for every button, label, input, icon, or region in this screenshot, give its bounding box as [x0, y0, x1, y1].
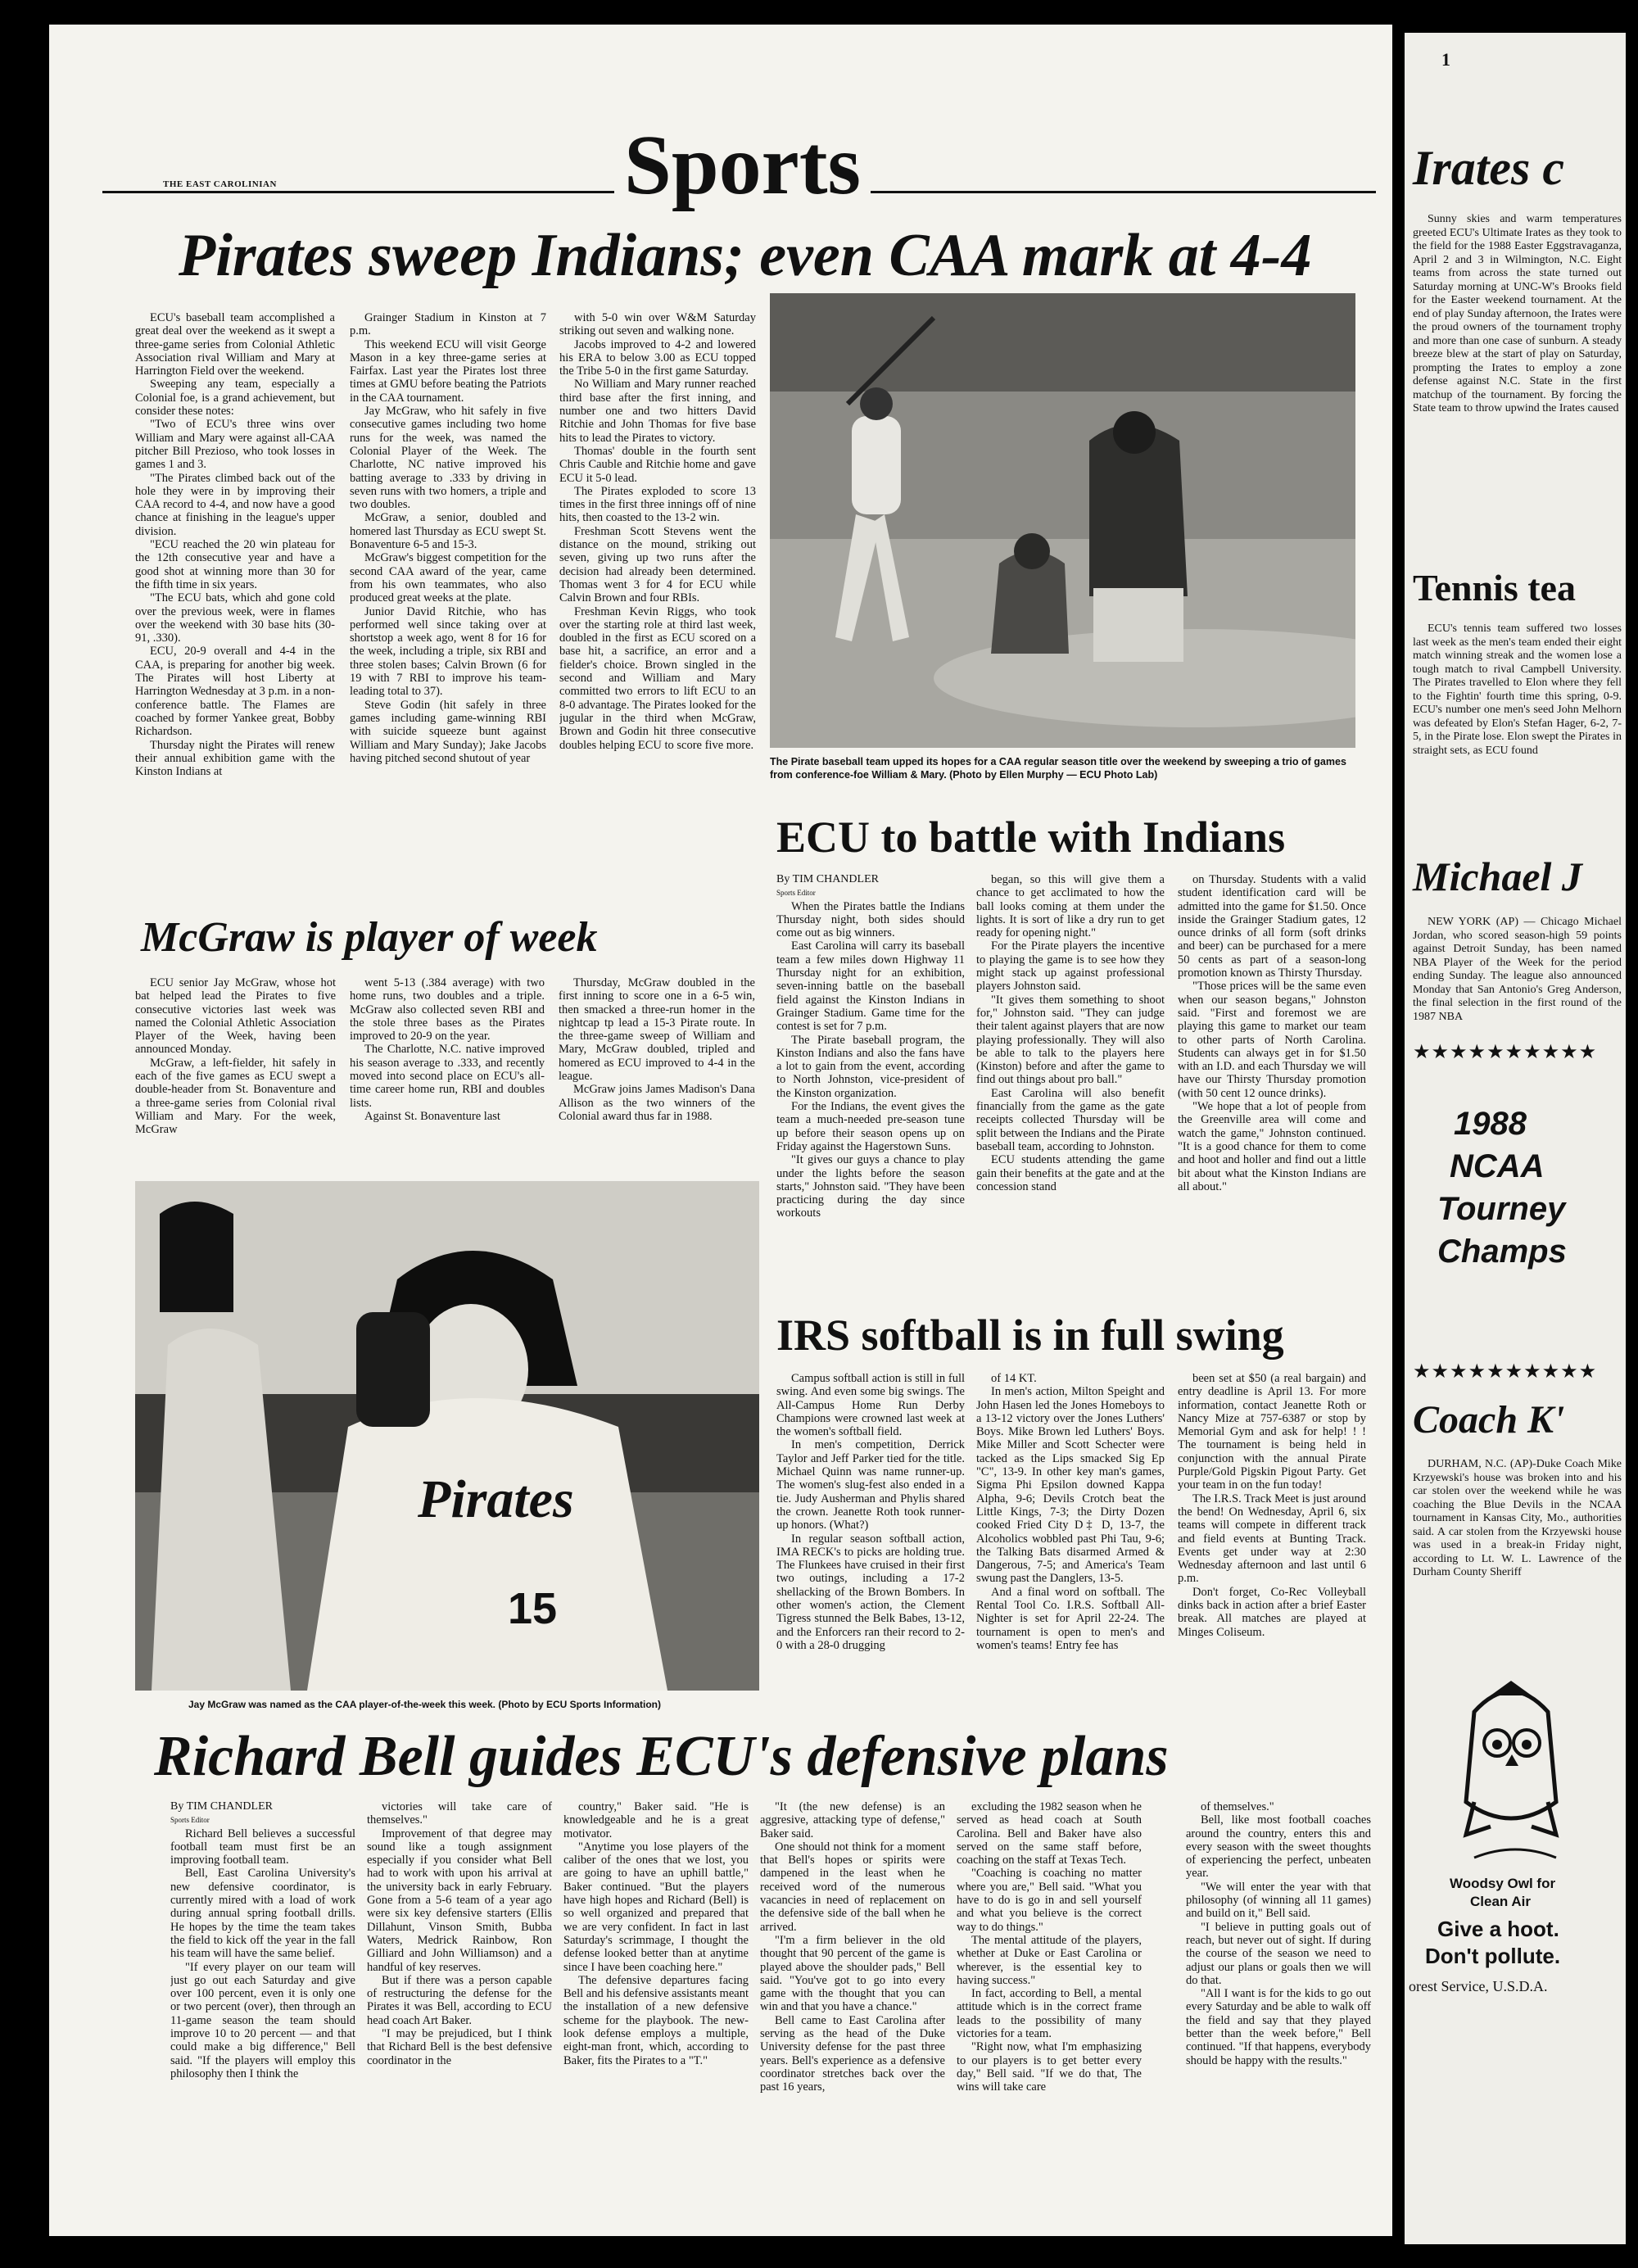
irs-col1 — [776, 1372, 965, 1716]
bell-col6 — [1186, 1800, 1371, 2210]
paragraph: Junior David Ritchie, who has performed well since taking over at shortstop a week ago, went 8 for 16 for the week, including a triple, six RBI and three stolen bases; Calvin Brown (6 for 19 with 7 RBI to improve his team-leading total to 37). — [350, 604, 546, 699]
tennis-headline: Tennis tea — [1413, 567, 1576, 609]
paragraph: This weekend ECU will visit George Mason in a key three-game series at Fairfax. Last year the Pirates lost three times at GMU before beating the Patriots in the CAA tournament. — [350, 337, 546, 405]
paragraph: "We hope that a lot of people from the Greenville area will come and watch the game," Johnston continued. "It is a good chance for them to come and hoot and holler and find out a little bit about what the Kinston Indians are all about." — [1178, 1100, 1366, 1193]
paragraph: Steve Godin (hit safely in three games including game-winning RBI with suicide squeeze bunt against William and Mary Sunday); Jake Jacobs having pitched second shutout of year — [350, 698, 546, 765]
paragraph: ECU senior Jay McGraw, whose hot bat helped lead the Pirates to five consecutive victories last week was named the Colonial Athletic Association Player of the Week, having been announced Monday. — [135, 976, 336, 1057]
paragraph: Sweeping any team, especially a Colonial foe, is a grand achievement, but consider these notes: — [135, 378, 335, 419]
promo-line3: Champs — [1437, 1234, 1567, 1270]
paragraph: Jay McGraw, who hit safely in five consecutive games including two home runs for the week, was named the Colonial Player of the Week. The Charlotte, NC native improved his batting average to .333 by driving in seven runs with two homers, a triple and two doubles. — [350, 405, 546, 512]
paragraph: "I believe in putting goals out of reach, but never out of sight. If during the course of the season we need to adjust our plans or goals then we will do that. — [1186, 1920, 1371, 1987]
paragraph: ECU's baseball team accomplished a great deal over the weekend as it swept a three-game series from Colonial Athletic Association rival William and Mary at Harrington Field over the weekend. — [135, 311, 335, 378]
bell-col1 — [170, 1800, 355, 2210]
paragraph: Thomas' double in the fourth sent Chris Cauble and Ritchie home and gave ECU it 5-0 lead. — [559, 444, 756, 485]
pirates-headline: Pirates sweep Indians; even CAA mark at 4-4 — [179, 222, 1312, 289]
mcgraw-col3 — [559, 976, 755, 1181]
paragraph: McGraw, a left-fielder, hit safely in each of the five games as ECU swept a double-header from St. Bonaventure and a three-game series from Colonial rival William and Mary. For the week, McGraw — [135, 1056, 336, 1137]
batter-photo-caption: The Pirate baseball team upped its hopes for a CAA regular season title over the weekend by sweeping a trio of games from conference-foe William & Mary. (Photo by Ellen Murphy — ECU Photo Lab) — [770, 756, 1346, 781]
irs-headline: IRS softball is in full swing — [776, 1311, 1284, 1360]
pirates-col3 — [559, 311, 756, 852]
paragraph: "Coaching is coaching no matter where you are," Bell said. "What you have to do is go in and sell yourself and what you believe is the correct way to do things." — [957, 1867, 1142, 1934]
side-page-mark: 1 — [1441, 49, 1450, 70]
paragraph: "The Pirates climbed back out of the hole they were in by improving their CAA record to 4-4, and now have a good chance at finishing in the league's upper division. — [135, 471, 335, 538]
mcgraw-headline: McGraw is player of week — [141, 914, 598, 961]
paragraph: on Thursday. Students with a valid student identification card will be admitted into the game for $1.50. Once inside the Grainger Stadium gates, 12 ounce drinks of all form (soft drinks and beer) can be purchased for a mere 50 cents as part of a season-long promotion known as Thirsty Thursday. — [1178, 873, 1366, 980]
bell-headline: Richard Bell guides ECU's defensive plans — [154, 1725, 1169, 1788]
irates-body: Sunny skies and warm temperatures greeted ECU's Ultimate Irates as they took to the field for the 1988 Easter Eggstravaganza, April 2 and 3 in Wilmington, N.C. Eight teams from across the state turned out Saturday morning at UNC-W's Brooks field for the Easter weekend tournament. At the end of play Sunday afternoon, the Irates were the proud owners of the tournament trophy and more than one case of sunburn. A steady breeze blew at the start of play on Saturday, prompting the Irates to employ a zone defense against N.C. State in the first matchup of the tournament. By forcing the State team to throw upwind the Irates caused — [1413, 213, 1622, 414]
paragraph: Jacobs improved to 4-2 and lowered his ERA to below 3.00 as ECU topped the Tribe 5-0 in the first game Saturday. — [559, 337, 756, 378]
paragraph: Against St. Bonaventure last — [364, 1109, 500, 1123]
irates-headline: Irates c — [1413, 141, 1564, 195]
section-title: Sports — [614, 123, 871, 208]
newspaper-page — [49, 25, 1392, 2236]
paragraph: In men's competition, Derrick Taylor and Jeff Parker tied for the title. Michael Quinn was name runner-up. The women's slug-fest also ended in a tie. Judy Ausherman and Phylis shared the crown. Jeanette Roth took runner-up honors. (What?) — [776, 1438, 965, 1532]
woodsy-owl-icon — [1441, 1679, 1581, 1867]
paragraph: "Anytime you lose players of the caliber of the ones that we lost, you are going to have an uphill battle," Baker continued. "But the players have high hopes and Richard (Bell) is so well organized and prepared that we are very confident. In fact in last Saturday's scrimmage, I thought the defense looked better than at anytime since I have been coaching here." — [563, 1840, 749, 1974]
battle-col1 — [776, 873, 965, 1320]
paragraph: Richard Bell believes a successful football team must first be an improving football team. — [170, 1827, 355, 1867]
paragraph: ECU, 20-9 overall and 4-4 in the CAA, is preparing for another big week. The Pirates will host Liberty at Harrington Wednesday at 3 p.m. in a non-conference battle. The Flames are coached by former Yankee great, Bobby Richardson. — [135, 645, 335, 739]
owl-line2: Clean Air — [1470, 1894, 1532, 1909]
paragraph: victories will take care of themselves." — [367, 1800, 552, 1827]
promo-line1: NCAA — [1450, 1148, 1545, 1184]
mcgraw-photo — [135, 1181, 759, 1691]
paragraph: ECU students attending the game gain their benefits at the gate and at the concession stand — [976, 1153, 1165, 1193]
jordan-body: NEW YORK (AP) — Chicago Michael Jordan, who scored season-high 59 points against Detroit Sunday, has been named NBA Player of the Week for the period ending Sunday. The league also announced Monday that San Antonio's Greg Anderson, the final selection in the first round of the 1987 NBA — [1413, 916, 1622, 1023]
owl-slogan2: Don't pollute. — [1425, 1944, 1561, 1968]
pirates-col2 — [350, 311, 546, 852]
mcgraw-col1 — [135, 976, 336, 1181]
battle-byline: By TIM CHANDLER — [776, 873, 879, 885]
paragraph: But if there was a person capable of restructuring the defense for the Pirates it was Bell, according to ECU head coach Art Baker. — [367, 1973, 552, 2027]
coachk-body: DURHAM, N.C. (AP)-Duke Coach Mike Krzyewski's house was broken into and his car stolen over the weekend while he was coaching the Blue Devils in the NCAA tournament in Kansas City, Mo., authorities said. A car stolen from the Krzyewski house was used in a break-in Friday night, according to Lt. W. L. Lawrence of the Durham County Sheriff — [1413, 1458, 1622, 1578]
paragraph: of themselves." — [1201, 1800, 1274, 1813]
pirates-col1 — [135, 311, 335, 852]
tennis-body: ECU's tennis team suffered two losses last week as the men's team ended their eight match winning streak and the women lose a tough match to rival Campbell University. The Pirates travelled to Elon where they fell to the Fightin' fourth time this spring, 0-9. ECU's number one men's seed John Melhorn was defeated by Elon's Stefan Hager, 6-2, 7-5, in the Pirate lose. Elon swept the Pirates in straight sets, as ECU found — [1413, 622, 1622, 757]
paragraph: For the Pirate players the incentive to playing the game is to see how they might stack up against professional players Johnston said. — [976, 939, 1165, 994]
batter-photo — [770, 293, 1355, 748]
battle-byline-title: Sports Editor — [776, 889, 816, 898]
paragraph: One should not think for a moment that Bell's hopes or spirits were dampened in the least when he received word of the numerous vacancies in need of replacement on the defensive side of the ball when he arrived. — [760, 1840, 945, 1934]
paragraph: The defensive departures facing Bell and his defensive assistants meant the installation of a new defensive scheme for the playbook. The new-look defense employs a multiple, eight-man front, which, according to Baker, fits the Pirates to a "T." — [563, 1973, 749, 2067]
paragraph: "All I want is for the kids to go out every Saturday and be able to walk off the field and say that they played better than the week before," Bell continued. "If that happens, everybody should be happy with the results." — [1186, 1987, 1371, 2067]
bell-col3 — [563, 1800, 749, 2210]
paragraph: In regular season softball action, IMA RECK's to picks are holding true. The Flunkees have cruised in their first two outings, including a 17-2 shellacking of the Brown Bombers. In other women's action, the Clement Tigress stunned the Belk Babes, 13-12, and the Enforcers ran their record to 2-0 with a 28-0 drugging — [776, 1532, 965, 1652]
paragraph: The Charlotte, N.C. native improved his season average to .333, and recently moved into second place on ECU's all-time career home run, RBI and doubles lists. — [350, 1043, 545, 1110]
paragraph: No William and Mary runner reached third base after the first inning, and number one and two hitters David Ritchie and John Thomas for five base hits to lead the Pirates to victory. — [559, 378, 756, 445]
paragraph: went 5-13 (.384 average) with two home runs, two doubles and a triple. McGraw also collected seven RBI and the stole three bases as the Pirates improved to 20-9 on the year. — [350, 976, 545, 1043]
paragraph: East Carolina will also benefit financially from the game as the gate receipts collected Thursday will be split between the Indians and the Pirate baseball team, according to Johnston. — [976, 1086, 1165, 1153]
paragraph: For the Indians, the event gives the team a much-needed pre-season tune up before their season opens up on Friday against the Hagerstown Suns. — [776, 1100, 965, 1153]
mcgraw-photo-drawing — [135, 1181, 759, 1691]
battle-col3 — [1178, 873, 1366, 1320]
paragraph: Improvement of that degree may sound like a tough assignment especially if you consider what Bell had to work with upon his arrival at the university back in early February. Gone from a 5-6 team of a year ago were six key defensive starters (Ellis Dillahunt, Vinson Smith, Bubba Waters, Medrick Rainbow, Ron Gilliard and John Williamson) and a handful of key reserves. — [367, 1827, 552, 1974]
paragraph: And a final word on softball. The Rental Tool Co. I.R.S. Softball All-Nighter is set for April 22-24. The tournament is open to men's and women's teams! Entry fee has — [976, 1585, 1165, 1652]
paragraph: Bell came to East Carolina after serving as the head of the Duke University defense for the past three years. Bell's experience as a defensive coordinator stretches back over the past 16 years, — [760, 2013, 945, 2094]
paragraph: country," Baker said. "He is knowledgeable and he is a great motivator. — [563, 1800, 749, 1840]
paragraph: Bell, like most football coaches around the country, enters this and every season with the sweet thoughts of experiencing the perfect, unbeaten year. — [1186, 1813, 1371, 1881]
paragraph: "Two of ECU's three wins over William and Mary were against all-CAA pitcher Bill Prezioso, who took losses in games 1 and 3. — [135, 418, 335, 472]
stars-divider-bottom: ★★★★★★★★★★ — [1413, 1361, 1598, 1383]
paragraph: McGraw's biggest competition for the second CAA award of the year, came from his own teammates, who also produced great weeks at the plate. — [350, 551, 546, 605]
paragraph: In men's action, Milton Speight and John Hasen led the Jones Homeboys to a 13-12 victory over the Jones Luthers' Boys. Mike Brown led Luthers' Boys. Mike Miller and Scott Schecter were tacked as the Lips smacked Sig Ep "C", 13-9. In other key man's games, Sigma Phi Epsilon downed Kappa Alpha, 9-6; Devils Crotch beat the Little Kings, 7-3; the Dirty Dozen cooked Fried City D‡ D, 13-7, the Alcoholics wobbled past Phi Tau, 9-6; the Talking Bats disarmed Armed & Dangerous, 7-5; and America's Team swung past the Danglers, 13-5. — [976, 1385, 1165, 1586]
paragraph: Campus softball action is still in full swing. And even some big swings. The All-Campus Home Run Derby Champions were crowned last week at the women's softball field. — [776, 1372, 965, 1439]
coachk-headline: Coach K' — [1413, 1398, 1565, 1442]
paragraph: Bell, East Carolina University's new defensive coordinator, is currently mired with a load of work during annual spring football drills. He hopes by the time the team takes the field to kick off the year in the fall his team will have the same belief. — [170, 1867, 355, 1961]
paragraph: Thursday, McGraw doubled in the first inning to score one in a 6-5 win, then smacked a three-run homer in the nightcap tp lead a 15-3 Pirate route. In the three-game sweep of William and Mary, McGraw doubled, tripled and homered as ECU improved to 4-4 in the league. — [559, 976, 755, 1084]
bell-byline-title: Sports Editor — [170, 1816, 210, 1825]
paragraph: "The ECU bats, which ahd gone cold over the previous week, were in flames over the weekend with 30 base hits (30-91, .330). — [135, 591, 335, 645]
paragraph: excluding the 1982 season when he served as head coach at South Carolina. Bell and Baker have also served on the same staff before, coaching on the staff at Texas Tech. — [957, 1800, 1142, 1867]
paragraph: McGraw, a senior, doubled and homered last Thursday as ECU swept St. Bonaventure 6-5 and 15-3. — [350, 511, 546, 552]
paragraph: Freshman Kevin Riggs, who took over the starting role at third last week, doubled in the first as ECU scored on a base hit, a sacrifice, an error and a fielder's choice. Brown singled in the second and William and Mary committed two errors to lift ECU to an 8-0 advantage. The Pirates looked for the jugular in the third when McGraw, Brown and Godin hit three consecutive doubles helping ECU to score five more. — [559, 604, 756, 752]
paragraph: In fact, according to Bell, a mental attitude which is in the correct frame leads to the possibility of many victories for a team. — [957, 1987, 1142, 2041]
paragraph: "ECU reached the 20 win plateau for the 12th consecutive year and have a good shot at winning more than 30 for the fifth time in six years. — [135, 538, 335, 591]
stars-divider-top: ★★★★★★★★★★ — [1413, 1042, 1598, 1063]
irs-col3 — [1178, 1372, 1366, 1716]
bell-col5 — [957, 1800, 1142, 2210]
mcgraw-photo-caption: Jay McGraw was named as the CAA player-of-the-week this week. (Photo by ECU Sports Information) — [188, 1699, 662, 1710]
paragraph: Freshman Scott Stevens went the distance on the mound, striking out seven, giving up two runs after the decision had already been determined. Thomas went 3 for 4 for ECU while Calvin Brown and four RBIs. — [559, 524, 756, 605]
paper-name: THE EAST CAROLINIAN — [158, 179, 282, 189]
batter-photo-drawing — [770, 293, 1355, 748]
owl-line1: Woodsy Owl for — [1450, 1876, 1556, 1891]
jersey-lettering: Pirates — [418, 1469, 574, 1529]
paragraph: been set at $50 (a real bargain) and entry deadline is April 13. For more information, contact Jeanette Roth or Nancy Mize at 757-6387 or stop by Memorial Gym and ask for help! ! ! The tournament is being held in conjunction with the annual Pirate Purple/Gold Pigskin Pigout Party. Get your team in on the fun today! — [1178, 1372, 1366, 1492]
paragraph: of 14 KT. — [991, 1372, 1037, 1385]
paragraph: Thursday night the Pirates will renew their annual exhibition game with the Kinston Indians at — [135, 738, 335, 779]
paragraph: Grainger Stadium in Kinston at 7 p.m. — [350, 311, 546, 338]
paragraph: McGraw joins James Madison's Dana Allison as the two winners of the Colonial award thus far in 1988. — [559, 1083, 755, 1123]
promo-line2: Tourney — [1437, 1191, 1566, 1227]
paragraph: "It (the new defense) is an aggresive, attacking type of defense," Baker said. — [760, 1800, 945, 1840]
owl-credit: orest Service, U.S.D.A. — [1409, 1978, 1548, 1994]
mcgraw-col2 — [350, 976, 545, 1181]
jersey-number: 15 — [508, 1584, 558, 1633]
paragraph: When the Pirates battle the Indians Thursday night, both sides should come out as big winners. — [776, 899, 965, 940]
paragraph: "I may be prejudiced, but I think that Richard Bell is the best defensive coordinator in the — [367, 2027, 552, 2067]
paragraph: "Those prices will be the same even when our season begans," Johnston said. "First and foremost we are playing this game to market our team to other parts of North Carolina. Students can always get in for $1.50 with an I.D. and each Thursday we will have our Thirsty Thursday promotion (with 50 cent 12 ounce drinks). — [1178, 980, 1366, 1100]
promo-year: 1988 — [1454, 1106, 1527, 1142]
paragraph: with 5-0 win over W&M Saturday striking out seven and walking none. — [559, 311, 756, 338]
adjacent-page-strip — [1405, 33, 1626, 2244]
paragraph: "If every player on our team will just go out each Saturday and give over 100 percent, even it is only one or two percent (over), then through an 11-game season the team should improve 10 to 20 percent — and that could make a big difference," Bell said. "If the players will employ this philosophy then I think the — [170, 1960, 355, 2080]
paragraph: The I.R.S. Track Meet is just around the bend! On Wednesday, April 6, six teams will compete in different track and field events at Bunting Track. Events get under way at 2:30 Wednesday afternoon and last until 6 p.m. — [1178, 1492, 1366, 1586]
owl-slogan1: Give a hoot. — [1437, 1917, 1559, 1941]
paragraph: "I'm a firm believer in the old thought that 90 percent of the game is played above the shoulder pads," Bell said. "You've got to go into every game with the thought that you can win and that you have a chance." — [760, 1933, 945, 2014]
paragraph: "It gives our guys a chance to play under the lights before the season starts," Johnston said. "They have been practicing during the day since workouts — [776, 1153, 965, 1220]
battle-headline: ECU to battle with Indians — [776, 813, 1286, 862]
bell-byline: By TIM CHANDLER — [170, 1800, 273, 1813]
paragraph: "We will enter the year with that philosophy (of winning all 11 games) and build on it," Bell said. — [1186, 1880, 1371, 1921]
paragraph: The Pirates exploded to score 13 times in the first three innings off of nine hits, then coasted to the 13-2 win. — [559, 484, 756, 525]
battle-col2 — [976, 873, 1165, 1320]
jordan-headline: Michael J — [1413, 853, 1582, 899]
irs-col2 — [976, 1372, 1165, 1716]
paragraph: The Pirate baseball program, the Kinston Indians and also the fans have a lot to gain from the event, according to North Johnston, vice-president of the Kinston organization. — [776, 1033, 965, 1100]
paragraph: Don't forget, Co-Rec Volleyball dinks back in action after a brief Easter break. All matches are played at Minges Coliseum. — [1178, 1585, 1366, 1639]
bell-col2 — [367, 1800, 552, 2210]
paragraph: "Right now, what I'm emphasizing to our players is to get better every day," Bell said. "If we do that, The wins will take care — [957, 2040, 1142, 2094]
paragraph: East Carolina will carry its baseball team a few miles down Highway 11 Thursday night for an exhibition, seven-inning battle on the baseball field against the Kinston Indians in Grainger Stadium. Game time for the contest is set for 7 p.m. — [776, 939, 965, 1034]
paragraph: began, so this will give them a chance to get acclimated to how the ball looks coming at them under the lights. It is sort of like a dry run to get ready for opening night." — [976, 873, 1165, 940]
paragraph: "It gives them something to shoot for," Johnston said. "They can judge their talent against players that are now playing professionally. They will also be able to talk to the players here (Kinston) before and after the game to find out things about pro ball." — [976, 993, 1165, 1087]
bell-col4 — [760, 1800, 945, 2210]
paragraph: The mental attitude of the players, whether at Duke or East Carolina or wherever, is the essential key to having success." — [957, 1933, 1142, 1987]
